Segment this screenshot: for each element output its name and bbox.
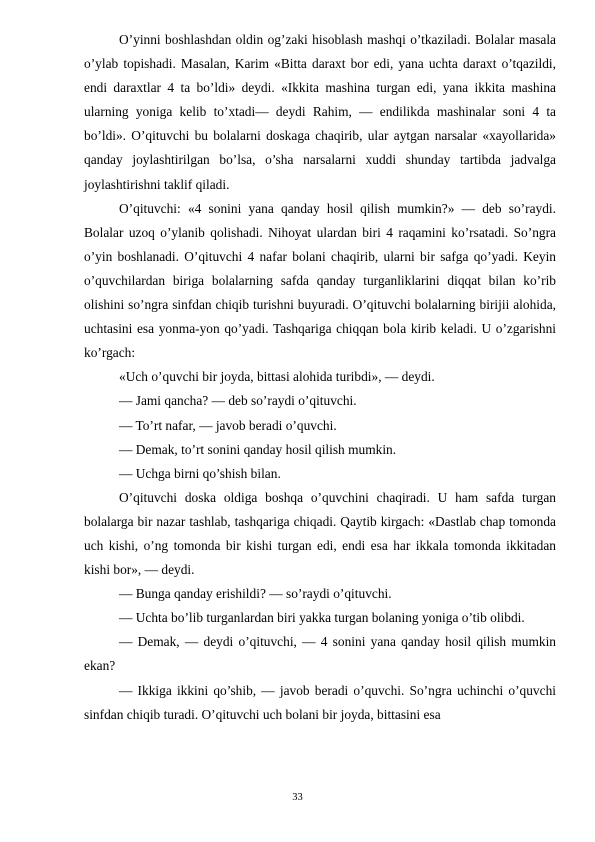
paragraph-11: — Demak, — deydi o’qituvchi, — 4 sonini yana qanday hosil qilish mumkin ekan?	[84, 634, 556, 674]
paragraph-4: — Jami qancha? — deb so’raydi o’qituvchi.	[119, 393, 357, 409]
paragraph-12: — Ikkiga ikkini qo’shib, — javob beradi o’quvchi. So’ngra uchinchi o’quvchi sinfdan chiqib turadi. O’qituvchi uch bolani bir joyda, bittasini esa	[84, 682, 556, 722]
paragraph-3: «Uch o’quvchi bir joyda, bittasi alohida turibdi», — deydi.	[119, 369, 435, 385]
page-number: 33	[292, 792, 303, 803]
paragraph-5: — To’rt nafar, — javob beradi o’quvchi.	[119, 417, 337, 433]
body-text	[84, 28, 556, 727]
paragraph-8: O’qituvchi doska oldiga boshqa o’quvchini chaqiradi. U ham safda turgan bolalarga bir nazar tashlab, tashqariga chiqadi. Qaytib kirgach: «Dastlab chap tomonda uch kishi, o’ng tomonda bir kishi turgan edi, endi esa har ikkala tomonda ikkitadan kishi bor», — deydi.	[84, 489, 556, 578]
paragraph-9: — Bunga qanday erishildi? — so’raydi o’qituvchi.	[119, 586, 392, 602]
paragraph-2: O’qituvchi: «4 sonini yana qanday hosil qilish mumkin?» — deb so’raydi. Bolalar uzoq o’ylanib qolishadi. Nihoyat ulardan biri 4 raqamini ko’rsatadi. So’ngra o’yin boshlanadi. O’qituvchi 4 nafar bolani chaqirib, ularni bir safga qo’yadi. Keyin o’quvchilardan biriga bolalarning safda qanday turganliklarini diqqat bilan ko’rib olishini so’ngra sinfdan chiqib turishni buyuradi. O’qituvchi bolalarning birijii alohida, uchtasini esa yonma-yon qo’yadi. Tashqariga chiqqan bola kirib keladi. U o’zgarishni ko’rgach:	[84, 200, 556, 361]
paragraph-6: — Demak, to’rt sonini qanday hosil qilish mumkin.	[119, 441, 397, 457]
paragraph-10: — Uchta bo’lib turganlardan biri yakka turgan bolaning yoniga o’tib olibdi.	[119, 610, 525, 626]
paragraph-7: — Uchga birni qo’shish bilan.	[119, 465, 281, 481]
paragraph-1: O’yinni boshlashdan oldin og’zaki hisoblash mashqi o’tkaziladi. Bolalar masala o’ylab topishadi. Masalan, Karim «Bitta daraxt bor edi, yana uchta daraxt o’tqazildi, endi daraxtlar 4 ta bo’ldi» deydi. «Ikkita mashina turgan edi, yana ikkita mashina ularning yoniga kelib to’xtadi— deydi Rahim, — endilikda mashinalar soni 4 ta bo’ldi». O’qituvchi bu bolalarni doskaga chaqirib, ular aytgan narsalar «xayollarida» qanday joylashtirilgan bo’lsa, o’sha narsalarni xuddi shunday tartibda jadvalga joylashtirishni taklif qiladi.	[84, 32, 556, 192]
